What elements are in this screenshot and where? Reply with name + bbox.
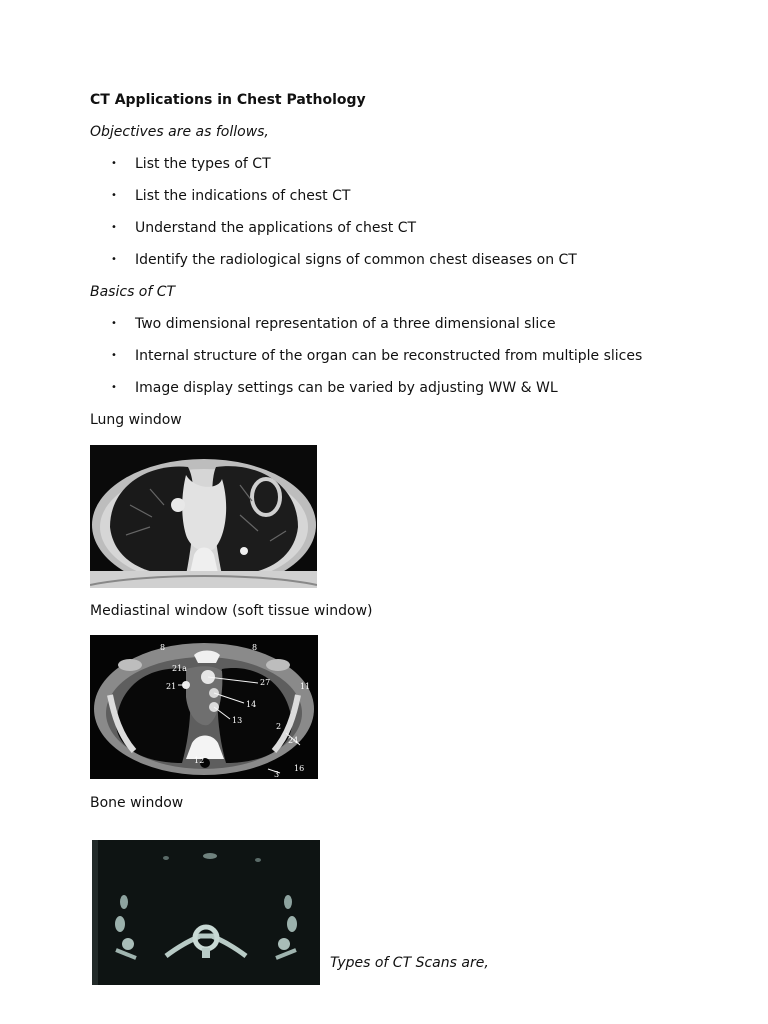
annotation-label: 11 bbox=[300, 682, 311, 691]
objectives-heading: Objectives are as follows, bbox=[90, 124, 269, 140]
mediastinal-window-image bbox=[90, 635, 318, 779]
annotation-label: 8 bbox=[160, 643, 166, 652]
annotation-label: 21a bbox=[172, 664, 187, 673]
mediastinal-window-label: Mediastinal window (soft tissue window) bbox=[90, 603, 373, 619]
bullet-icon: • bbox=[111, 254, 117, 265]
bullet-icon: • bbox=[111, 222, 117, 233]
list-item: Understand the applications of chest CT bbox=[135, 220, 417, 236]
list-item: Internal structure of the organ can be reconstructed from multiple slices bbox=[135, 348, 643, 364]
bullet-icon: • bbox=[111, 318, 117, 329]
bone-window-label: Bone window bbox=[90, 795, 184, 811]
lung-window-image bbox=[90, 445, 317, 588]
bone-window-image bbox=[92, 840, 320, 985]
bullet-icon: • bbox=[111, 350, 117, 361]
lung-window-label: Lung window bbox=[90, 412, 182, 428]
annotation-label: 13 bbox=[232, 716, 243, 725]
bullet-icon: • bbox=[111, 158, 117, 169]
annotation-label: 16 bbox=[294, 764, 305, 773]
bullet-icon: • bbox=[111, 382, 117, 393]
list-item: List the types of CT bbox=[135, 156, 271, 172]
list-item: Identify the radiological signs of common chest diseases on CT bbox=[135, 252, 577, 268]
list-item: List the indications of chest CT bbox=[135, 188, 351, 204]
annotation-label: 3 bbox=[274, 770, 280, 779]
document-title: CT Applications in Chest Pathology bbox=[90, 92, 366, 108]
annotation-label: 2 bbox=[276, 722, 282, 731]
list-item: Image display settings can be varied by adjusting WW & WL bbox=[135, 380, 558, 396]
list-item: Two dimensional representation of a three dimensional slice bbox=[135, 316, 556, 332]
annotation-label: 14 bbox=[246, 700, 257, 709]
basics-heading: Basics of CT bbox=[90, 284, 176, 300]
annotation-label: 27 bbox=[260, 678, 271, 687]
annotation-label: 12 bbox=[194, 756, 205, 765]
annotation-label: 21 bbox=[166, 682, 177, 691]
annotation-label: 8 bbox=[252, 643, 258, 652]
types-heading: Types of CT Scans are, bbox=[330, 955, 489, 971]
bullet-icon: • bbox=[111, 190, 117, 201]
annotation-label: 24 bbox=[288, 736, 299, 745]
